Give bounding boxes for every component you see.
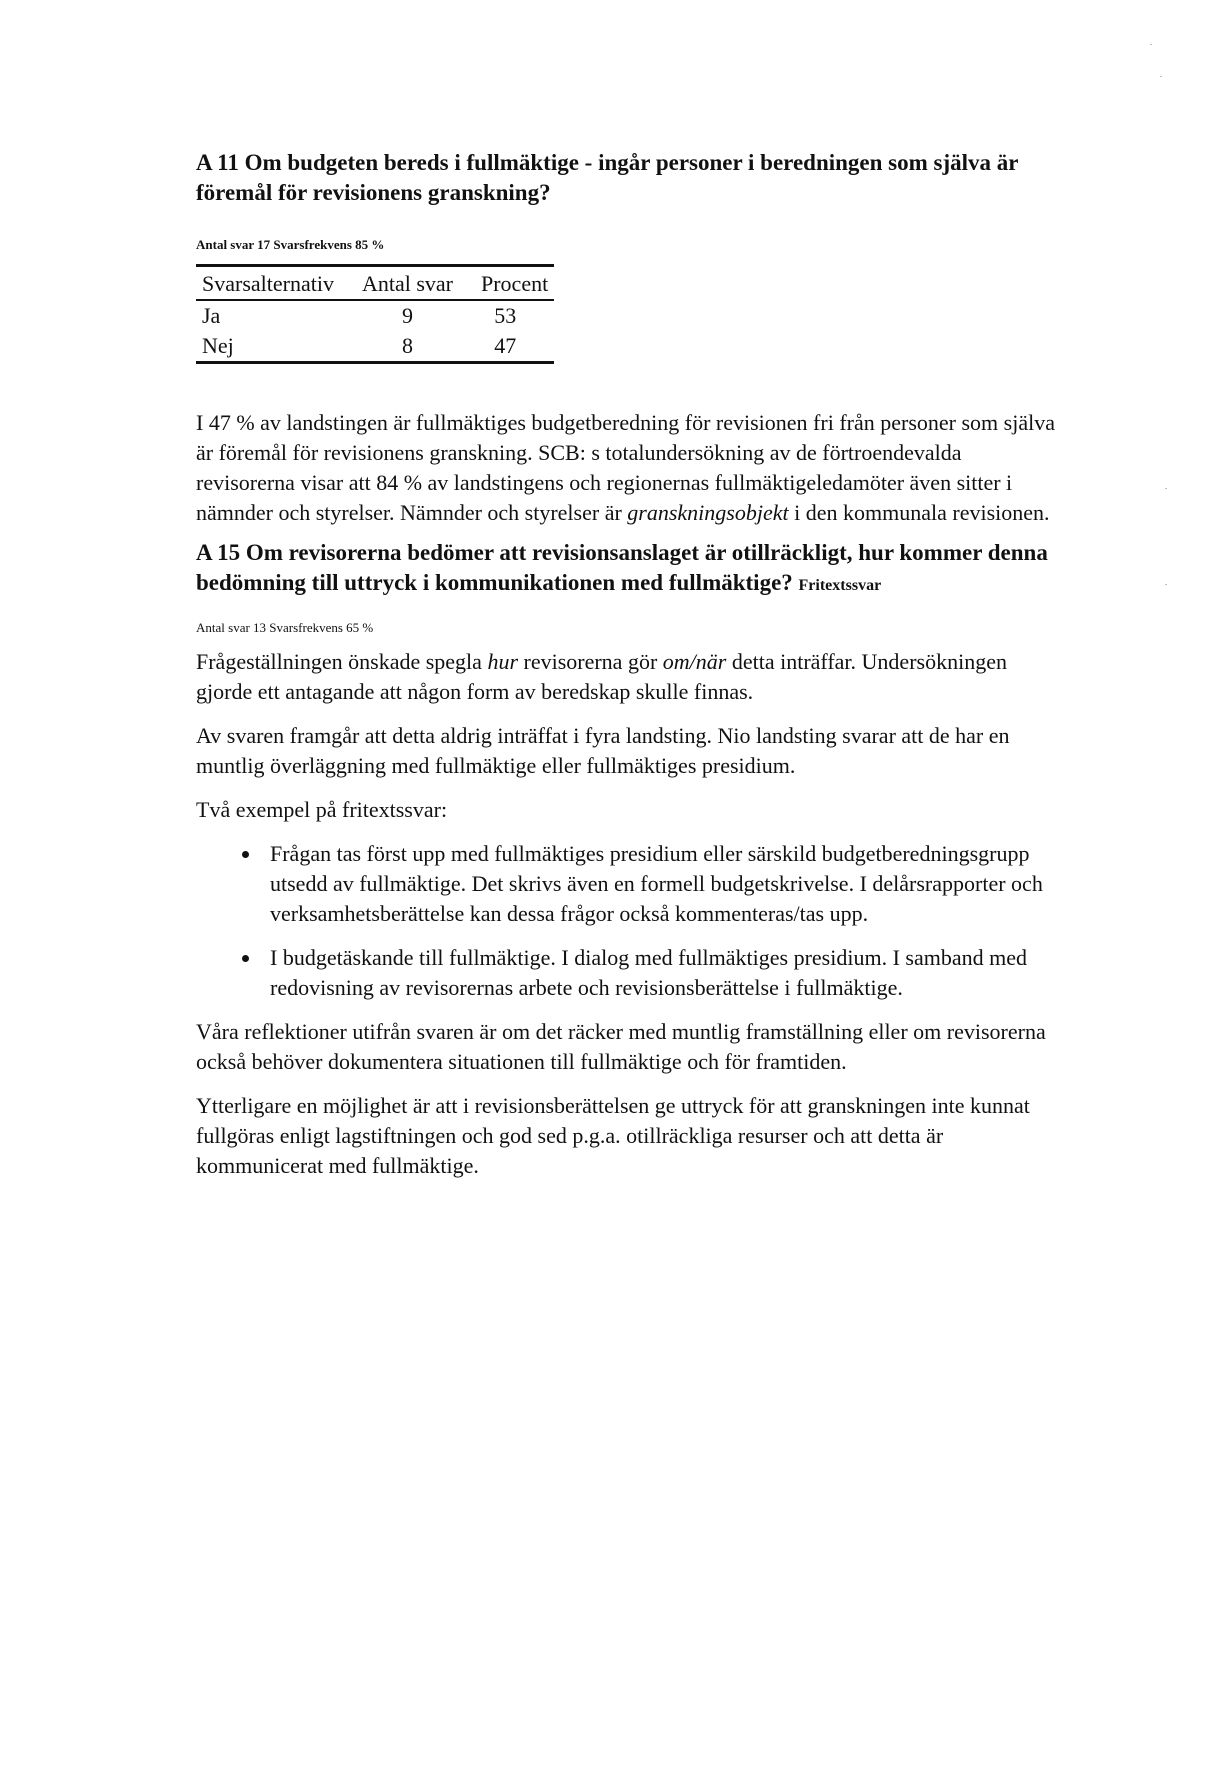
scan-speck [1165, 488, 1167, 489]
table-row [196, 300, 554, 331]
heading-suffix: Fritextssvar [798, 577, 882, 594]
header-antal-svar: Antal svar [340, 266, 475, 301]
header-procent: Procent [475, 266, 554, 301]
heading-text: A 15 Om revisorerna bedömer att revisionsanslaget är otillräckligt, hur kommer denna bedömning till uttryck i kommunikationen med fullmäktige? [196, 540, 1048, 595]
list-item: • Frågan tas först upp med fullmäktiges presidium eller särskild budgetberedningsgrupp utsedd av fullmäktige. Det skrivs även en formell budgetskrivelse. I delårsrapporter och verksamhetsberättelse kan dessa frågor också kommenteras/tas upp. [262, 839, 1056, 929]
text-run: detta inträffar. Undersökningen gjorde ett antagande att någon form av beredskap skulle finnas. [196, 649, 1007, 704]
scan-speck [1160, 76, 1162, 77]
free-text-examples-list [196, 839, 1056, 1003]
question-a15-heading [196, 538, 1056, 601]
header-svarsalternativ: Svarsalternativ [196, 266, 340, 301]
q15-paragraph-5: Ytterligare en möjlighet är att i revisionsberättelsen ge uttryck för att granskningen inte kunnat fullgöras enligt lagstiftningen och god sed p.g.a. otillräckliga resurser och att detta är kommunicerat med fullmäktige. [196, 1093, 1030, 1178]
question-a11-heading: A 11 Om budgeten bereds i fullmäktige - ingår personer i beredningen som själva är föremål för revisionens granskning? [196, 150, 1019, 205]
row-percent: 53 [494, 303, 517, 328]
q11-results-table [196, 264, 554, 364]
q11-analysis-paragraph [196, 408, 1056, 528]
text-run: I 47 % av landstingen är fullmäktiges budgetberedning för revisionen fri från personer som själva är föremål för revisionens granskning. SCB: s totalundersökning av de förtroendevalda revisorerna visar att 84 % av landstingens och regionernas fullmäktigeledamöter även sitter i nämnder och styrelser. Nämnder och styrelser är [196, 410, 1055, 525]
row-percent: 47 [475, 331, 554, 363]
table-row [196, 331, 554, 363]
q15-paragraph-4: Våra reflektioner utifrån svaren är om det räcker med muntlig framställning eller om revisorerna också behöver dokumentera situationen till fullmäktige och för framtiden. [196, 1019, 1046, 1074]
text-run: i den kommunala revisionen. [788, 500, 1050, 525]
italic-term: om/när [662, 649, 727, 674]
document-page [196, 148, 1056, 1195]
scan-speck [1150, 44, 1152, 45]
row-count: 8 [340, 331, 475, 363]
text-run: revisorerna gör [518, 649, 663, 674]
row-count: 9 [401, 303, 413, 328]
q11-response-stats: Antal svar 17 Svarsfrekvens 85 % [196, 237, 385, 252]
scan-speck [1165, 584, 1167, 585]
table-header-row [196, 266, 554, 301]
text-run: Frågeställningen önskade spegla [196, 649, 488, 674]
row-label: Ja [202, 303, 221, 328]
q15-paragraph-3: Två exempel på fritextssvar: [196, 797, 448, 822]
list-item: • I budgetäskande till fullmäktige. I dialog med fullmäktiges presidium. I samband med redovisning av revisorernas arbete och revisionsberättelse i fullmäktige. [262, 943, 1056, 1003]
italic-term: granskningsobjekt [627, 500, 789, 525]
q15-response-stats: Antal svar 13 Svarsfrekvens 65 % [196, 620, 374, 635]
q15-paragraph-2: Av svaren framgår att detta aldrig inträffat i fyra landsting. Nio landsting svarar att de har en muntlig överläggning med fullmäktige eller fullmäktiges presidium. [196, 723, 1010, 778]
q15-paragraph-1 [196, 647, 1056, 707]
italic-term: hur [487, 649, 518, 674]
row-label: Nej [196, 331, 340, 363]
